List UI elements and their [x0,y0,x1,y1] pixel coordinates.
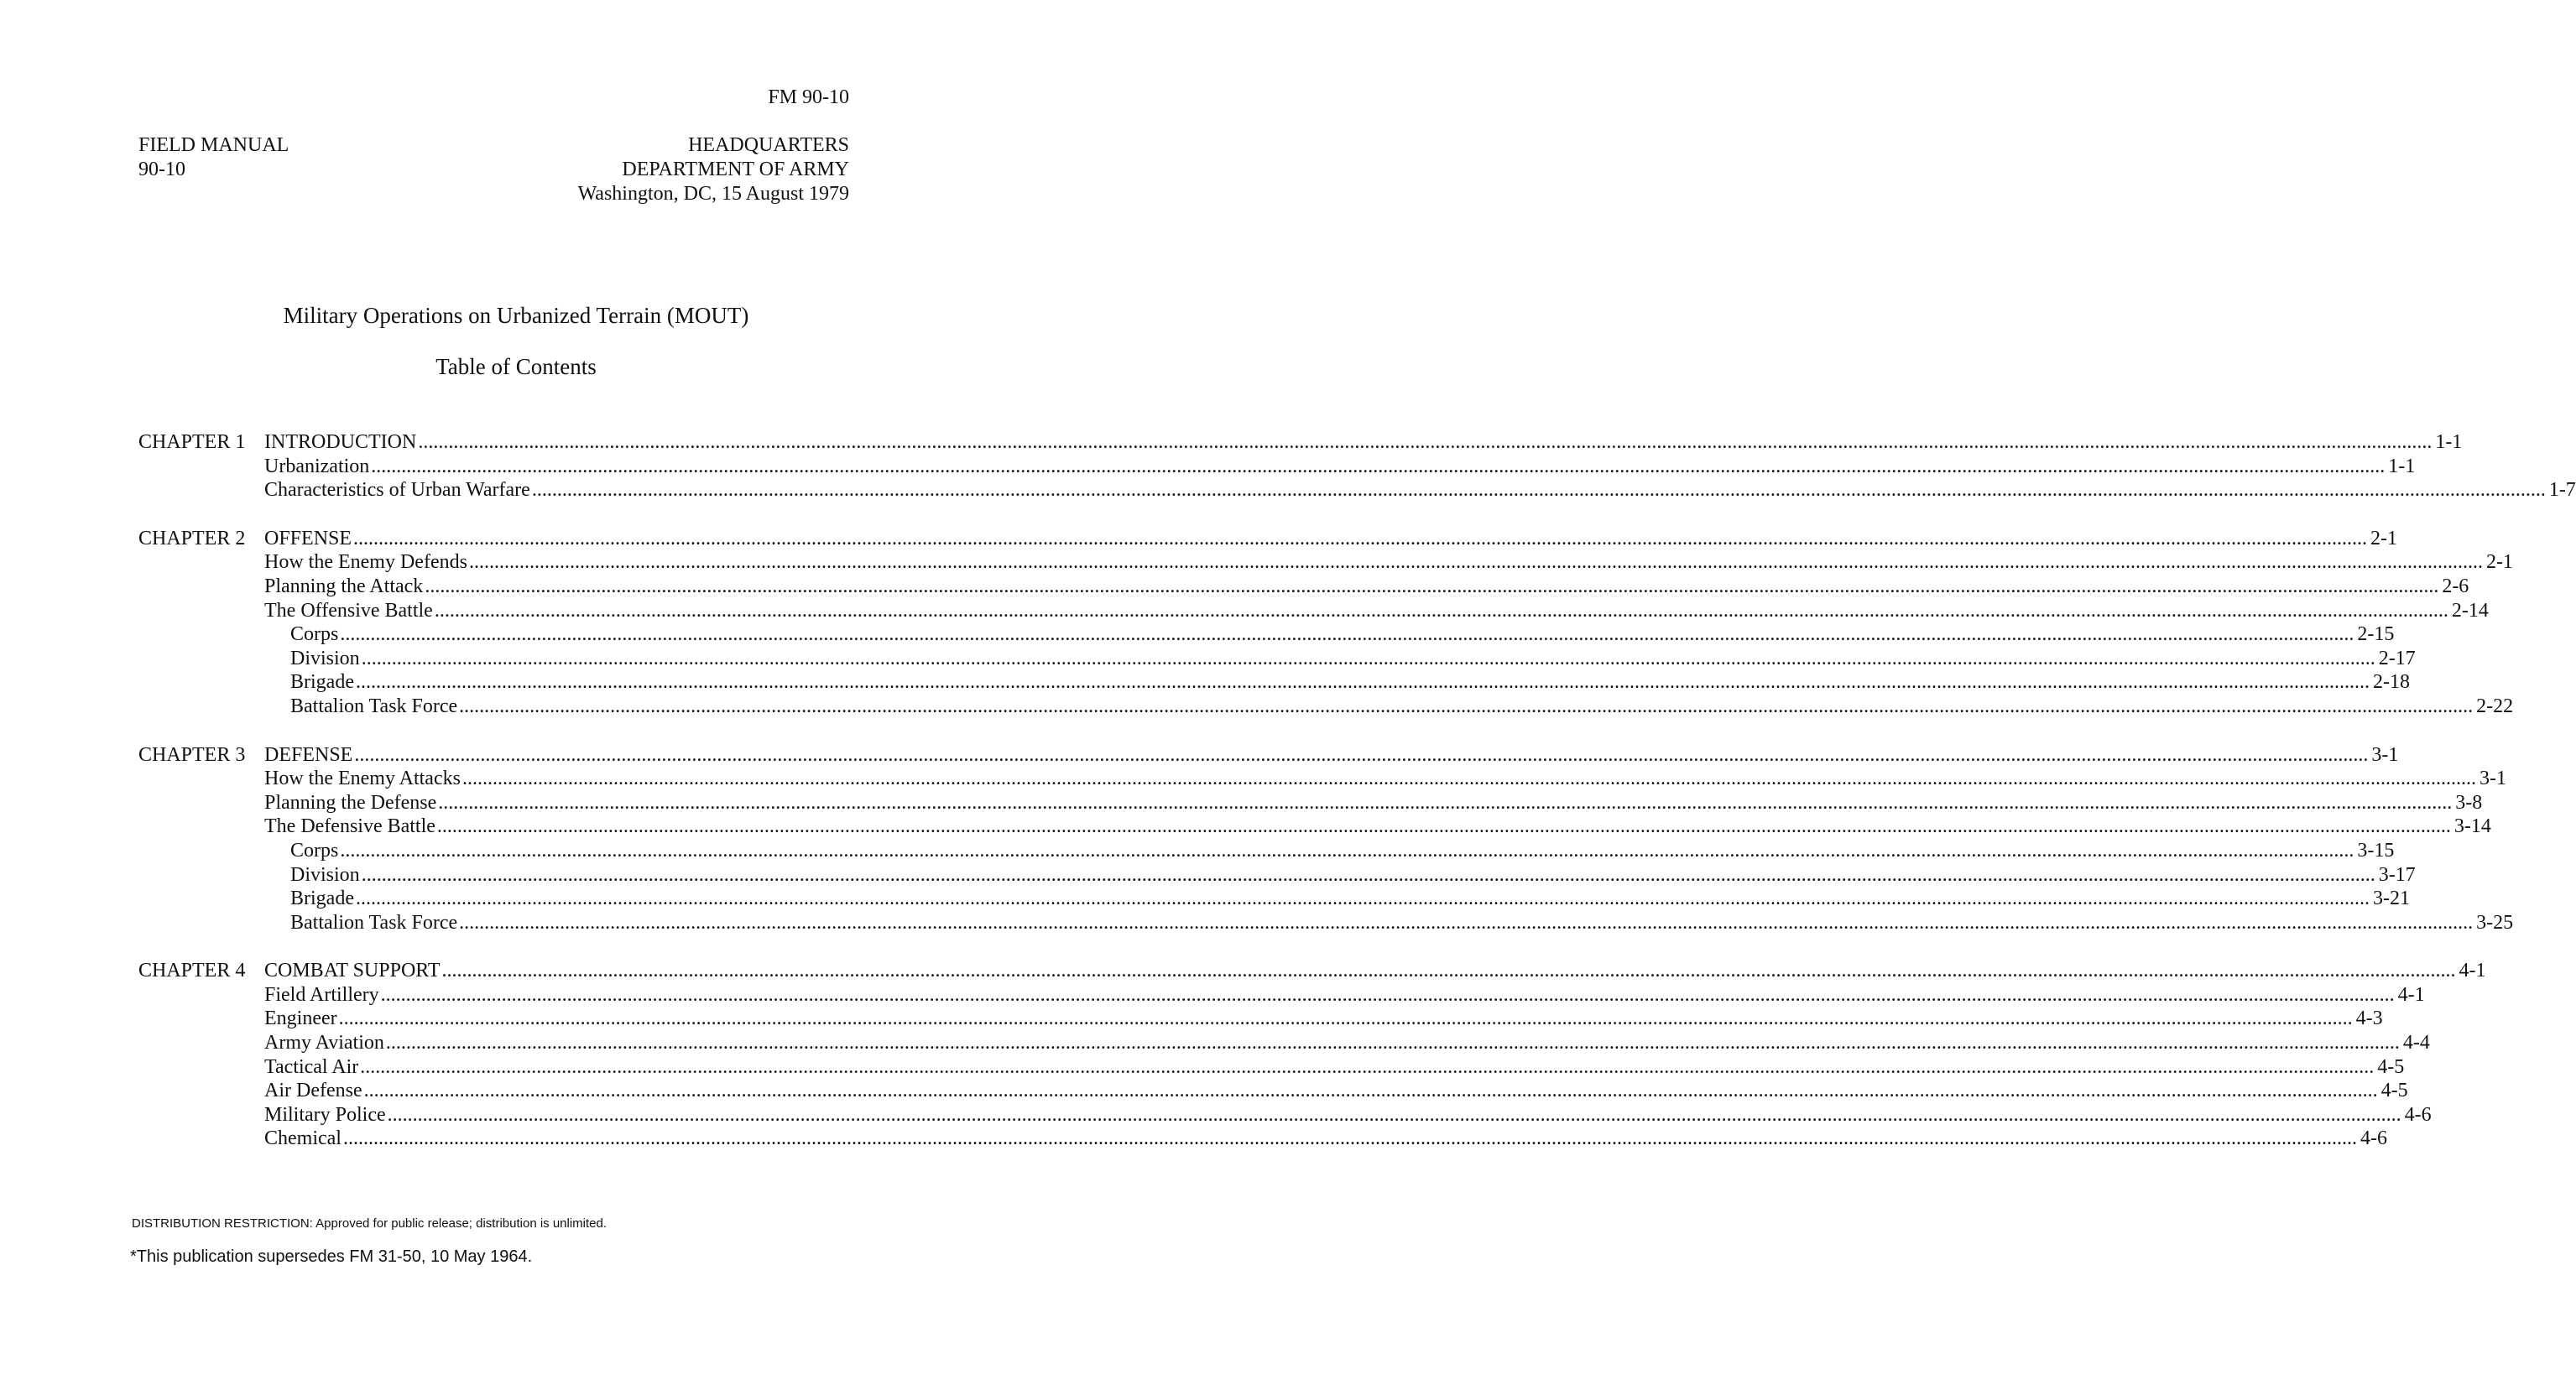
dot-leader: ................................................................................................................................................................................................................................................................................................................................................................................................................ [459,695,2474,717]
dot-leader: ................................................................................................................................................................................................................................................................................................................................................................................................................ [385,1032,2400,1054]
toc-entry-label: Battalion Task Force [290,695,458,717]
toc-entry[interactable] [138,1031,2430,1055]
toc-entry-label: Division [290,647,360,669]
toc-chapter [138,743,2514,935]
toc-page-number: 2-1 [2370,527,2398,549]
toc-page-number: 4-5 [2377,1055,2405,1078]
toc-page-number: 4-1 [2459,960,2486,982]
toc-entry[interactable] [138,599,2489,623]
dot-leader: ................................................................................................................................................................................................................................................................................................................................................................................................................ [354,743,2369,766]
toc-entry-label: Planning the Defense [264,791,437,814]
toc-page-number: 4-6 [2404,1103,2432,1126]
field-manual-number: 90-10 [138,159,185,180]
toc-page-number: 1-7 [2548,479,2576,502]
toc-entry[interactable] [138,455,2416,479]
dot-leader: ................................................................................................................................................................................................................................................................................................................................................................................................................ [355,671,2370,694]
distribution-restriction: DISTRIBUTION RESTRICTION: Approved for public release; distribution is unlimited. [132,1216,607,1231]
dot-leader: ................................................................................................................................................................................................................................................................................................................................................................................................................ [380,983,2395,1006]
dot-leader: ................................................................................................................................................................................................................................................................................................................................................................................................................ [342,1127,2357,1150]
toc-page-number: 3-21 [2372,888,2410,910]
toc-entry-label: How the Enemy Attacks [264,768,461,790]
toc-entry-label: Brigade [290,671,354,694]
toc-entry-label: Corps [290,623,339,646]
toc-entry-label: Tactical Air [264,1055,359,1078]
dot-leader: ................................................................................................................................................................................................................................................................................................................................................................................................................ [340,623,2354,646]
toc-entry-label: Engineer [264,1008,337,1030]
toc-entry-label: The Offensive Battle [264,599,433,622]
toc-entry[interactable] [138,863,2416,888]
toc-page-number: 2-17 [2378,647,2416,669]
chapter-number: CHAPTER 1 [138,431,246,453]
toc-page-number: 1-1 [2388,455,2416,477]
department-label: DEPARTMENT OF ARMY [622,159,849,180]
toc-entry-label: Characteristics of Urban Warfare [264,479,530,502]
dot-leader: ................................................................................................................................................................................................................................................................................................................................................................................................................ [441,960,2456,982]
toc-page-number: 2-15 [2357,623,2395,646]
table-of-contents [138,430,2576,1175]
toc-entry[interactable] [138,791,2483,815]
toc-entry-label: INTRODUCTION [264,431,417,453]
dot-leader: ................................................................................................................................................................................................................................................................................................................................................................................................................ [363,1080,2378,1102]
toc-entry-label: Division [290,863,360,886]
toc-entry[interactable] [138,695,2514,719]
toc-page-number: 2-14 [2451,599,2489,622]
toc-entry-label: Army Aviation [264,1032,384,1054]
toc-entry-label: Military Police [264,1103,386,1126]
toc-entry[interactable] [138,983,2425,1008]
chapter-number: CHAPTER 3 [138,743,246,766]
dot-leader: ................................................................................................................................................................................................................................................................................................................................................................................................................ [436,815,2451,838]
toc-entry[interactable] [138,670,2410,695]
toc-page-number: 3-17 [2378,863,2416,886]
headquarters-label: HEADQUARTERS [688,134,849,156]
dot-leader: ................................................................................................................................................................................................................................................................................................................................................................................................................ [360,1055,2375,1078]
dot-leader: ................................................................................................................................................................................................................................................................................................................................................................................................................ [468,551,2483,574]
toc-entry[interactable] [138,767,2506,791]
toc-entry-label: The Defensive Battle [264,815,435,838]
toc-page-number: 2-22 [2476,695,2514,717]
dot-leader: ................................................................................................................................................................................................................................................................................................................................................................................................................ [338,1008,2353,1030]
toc-page-number: 4-3 [2355,1008,2383,1030]
dot-leader: ................................................................................................................................................................................................................................................................................................................................................................................................................ [459,911,2474,934]
toc-entry-label: Planning the Attack [264,575,424,597]
toc-entry-label: DEFENSE [264,743,353,766]
dot-leader: ................................................................................................................................................................................................................................................................................................................................................................................................................ [418,431,2433,453]
toc-entry[interactable] [138,478,2576,502]
toc-entry[interactable] [138,959,2486,983]
dot-leader: ................................................................................................................................................................................................................................................................................................................................................................................................................ [361,863,2375,886]
toc-entry-label: How the Enemy Defends [264,551,467,574]
location-date: Washington, DC, 15 August 1979 [577,183,849,205]
toc-page-number: 3-1 [2479,768,2506,790]
toc-entry-label: Chemical [264,1127,342,1150]
dot-leader: ................................................................................................................................................................................................................................................................................................................................................................................................................ [531,479,2546,502]
toc-page-number: 2-1 [2485,551,2513,574]
dot-leader: ................................................................................................................................................................................................................................................................................................................................................................................................................ [425,575,2439,597]
toc-entry[interactable] [138,911,2514,935]
toc-page-number: 4-4 [2402,1032,2430,1054]
toc-entry[interactable] [138,647,2416,671]
toc-entry[interactable] [138,527,2398,551]
toc-entry-label: Field Artillery [264,983,379,1006]
field-manual-label: FIELD MANUAL [138,134,289,156]
toc-chapter [138,527,2514,719]
toc-entry[interactable] [138,622,2395,647]
toc-page-number: 1-1 [2435,431,2463,453]
toc-page-number: 3-14 [2453,815,2491,838]
supersedes-note: *This publication supersedes FM 31-50, 10 May 1964. [130,1247,533,1266]
dot-leader: ................................................................................................................................................................................................................................................................................................................................................................................................................ [387,1103,2401,1126]
toc-chapter [138,430,2576,502]
dot-leader: ................................................................................................................................................................................................................................................................................................................................................................................................................ [434,599,2448,622]
toc-entry[interactable] [138,575,2469,599]
toc-entry[interactable] [138,887,2410,911]
dot-leader: ................................................................................................................................................................................................................................................................................................................................................................................................................ [340,839,2354,862]
dot-leader: ................................................................................................................................................................................................................................................................................................................................................................................................................ [361,647,2375,669]
toc-page-number: 4-1 [2397,983,2425,1006]
toc-entry[interactable] [138,1127,2387,1151]
toc-entry-label: Urbanization [264,455,370,477]
toc-entry-label: Battalion Task Force [290,911,458,934]
toc-heading: Table of Contents [435,354,597,379]
toc-entry-label: Air Defense [264,1080,362,1102]
toc-entry[interactable] [138,1079,2408,1103]
toc-page-number: 3-15 [2357,839,2395,862]
toc-page-number: 3-8 [2455,791,2483,814]
document-title: Military Operations on Urbanized Terrain (MOUT) [283,303,749,328]
toc-page-number: 2-6 [2442,575,2469,597]
toc-entry[interactable] [138,430,2463,455]
document-number: FM 90-10 [768,86,849,108]
dot-leader: ................................................................................................................................................................................................................................................................................................................................................................................................................ [461,768,2476,790]
toc-entry-label: OFFENSE [264,527,352,549]
toc-entry[interactable] [138,550,2513,575]
toc-entry[interactable] [138,743,2399,768]
toc-entry[interactable] [138,839,2395,863]
toc-chapter [138,959,2486,1151]
toc-entry[interactable] [138,1103,2432,1127]
toc-page-number: 4-6 [2360,1127,2387,1150]
dot-leader: ................................................................................................................................................................................................................................................................................................................................................................................................................ [438,791,2453,814]
toc-page-number: 2-18 [2372,671,2410,694]
toc-entry[interactable] [138,1055,2405,1080]
toc-page-number: 4-5 [2380,1080,2408,1102]
toc-entry[interactable] [138,1007,2383,1031]
toc-page-number: 3-25 [2476,911,2514,934]
toc-entry[interactable] [138,815,2491,839]
toc-entry-label: Brigade [290,888,354,910]
toc-entry-label: Corps [290,839,339,862]
toc-page-number: 3-1 [2371,743,2399,766]
dot-leader: ................................................................................................................................................................................................................................................................................................................................................................................................................ [353,527,2368,549]
chapter-number: CHAPTER 4 [138,960,246,982]
chapter-number: CHAPTER 2 [138,527,246,549]
dot-leader: ................................................................................................................................................................................................................................................................................................................................................................................................................ [371,455,2386,477]
toc-entry-label: COMBAT SUPPORT [264,960,441,982]
dot-leader: ................................................................................................................................................................................................................................................................................................................................................................................................................ [355,888,2370,910]
